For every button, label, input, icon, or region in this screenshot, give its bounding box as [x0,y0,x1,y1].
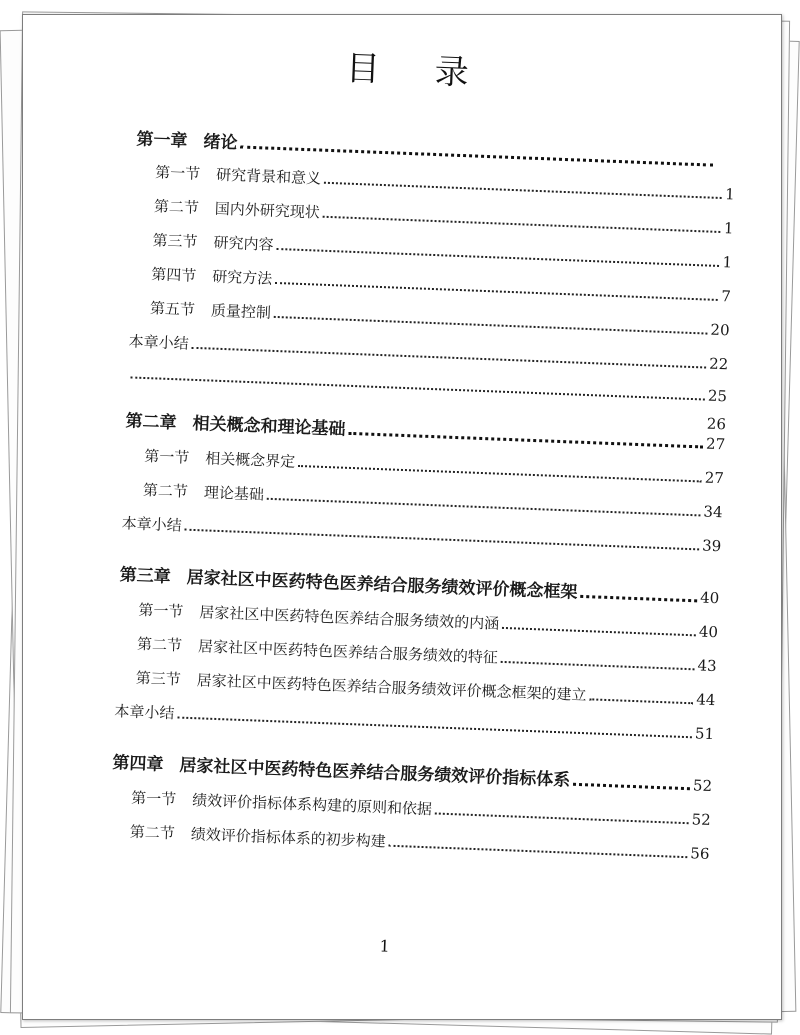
chapter-label: 第三章 居家社区中医药特色医养结合服务绩效评价概念框架 [119,565,578,603]
section-label: 第一节 绩效评价指标体系构建的原则和依据 [130,788,433,819]
dot-leader [573,782,690,790]
dot-leader [589,697,693,704]
dot-leader [177,716,692,739]
dot-leader [348,431,703,449]
dot-leader [580,594,697,602]
dot-leader [501,660,695,670]
section-label: 第二节 绩效评价指标体系的初步构建 [129,822,387,851]
section-label: 第二节 理论基础 [142,481,265,504]
dot-leader [240,144,713,166]
chapter-label: 第四章 居家社区中医药特色医养结合服务绩效评价指标体系 [112,753,571,791]
section-label: 第四节 研究方法 [150,265,273,288]
page-ref: 22 [708,354,729,374]
dot-leader [184,528,699,551]
page-ref: 1 [724,185,736,204]
page-ref: 52 [692,776,713,796]
dot-leader [324,181,722,199]
section-label: 第三节 研究内容 [152,231,274,254]
page-ref: 26 [706,414,727,434]
page-title: 目 录 [345,48,492,95]
section-label: 本章小结 [114,702,175,723]
page-ref: 27 [705,434,726,454]
dot-leader [502,626,696,636]
page-ref: 25 [707,386,728,406]
dot-leader [274,315,708,335]
page-ref: 51 [694,724,715,744]
section-label: 第三节 居家社区中医药特色医养结合服务绩效评价概念框架的建立 [135,668,587,705]
section-label: 第一节 研究背景和意义 [154,163,322,188]
page-ref: 40 [698,622,719,642]
dot-leader [276,247,719,267]
dot-leader [298,464,702,483]
page-ref: 40 [699,588,720,608]
page-ref: 20 [710,320,730,340]
page-ref: 39 [701,536,722,556]
toc-content [3,1,799,1033]
toc-section[interactable] [129,821,709,864]
chapter-label: 第二章 相关概念和理论基础 [125,411,346,440]
page-ref: 1 [722,253,733,272]
dot-leader [323,215,721,233]
page-ref: 27 [704,468,725,488]
section-label: 第二节 居家社区中医药特色医养结合服务绩效的特征 [136,634,499,667]
toc-page [22,14,782,1020]
section-label: 第二节 国内外研究现状 [153,197,321,222]
section-label: 第一节 相关概念界定 [143,447,296,471]
section-label: 第五节 质量控制 [149,299,272,322]
dot-leader [275,281,718,301]
page-ref: 52 [691,810,712,830]
page-number: 1 [379,936,391,956]
dot-leader [267,497,701,517]
section-label: 本章小结 [121,514,183,535]
page-ref: 56 [690,844,710,864]
page-ref: 1 [723,219,734,238]
section-label: 第一节 居家社区中医药特色医养结合服务绩效的内涵 [138,600,500,633]
chapter-label: 第一章 绪论 [136,129,238,154]
page-ref: 34 [703,502,723,522]
section-label: 本章小结 [128,332,190,353]
page-ref: 43 [697,656,718,676]
dot-leader [389,844,688,858]
dot-leader [191,346,706,369]
page-ref: 7 [720,287,732,306]
page-ref: 44 [695,690,716,710]
dot-leader [435,811,689,824]
